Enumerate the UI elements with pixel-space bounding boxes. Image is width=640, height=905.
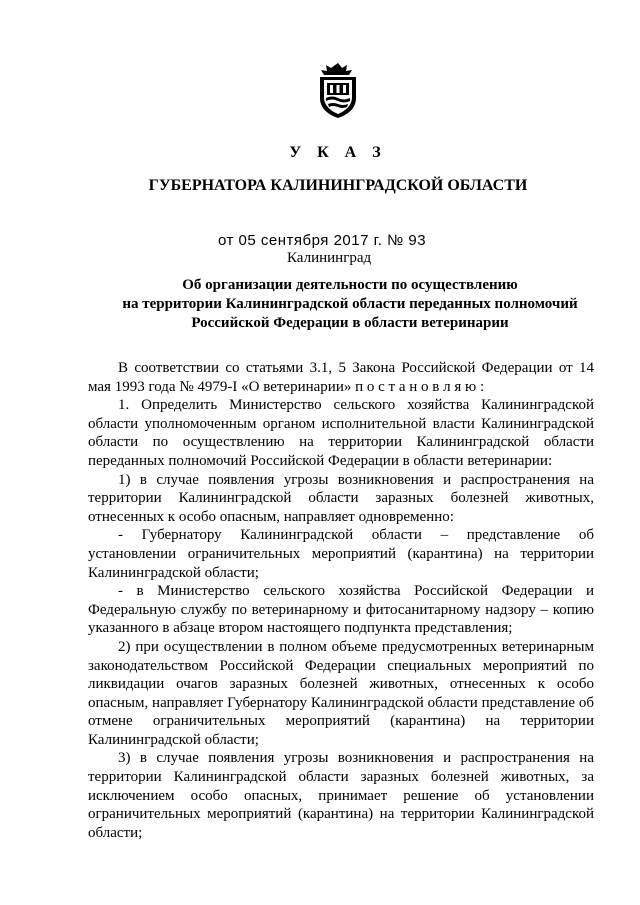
- paragraph: В соответствии со статьями 3.1, 5 Закона Российской Федерации от 14 мая 1993 года № 4979-I «О ветеринарии» п о с т а н о в л я ю :: [88, 360, 594, 395]
- decree-subject: [100, 276, 600, 333]
- issuer-title: ГУБЕРНАТОРА КАЛИНИНГРАДСКОЙ ОБЛАСТИ: [148, 177, 528, 194]
- paragraph: 3) в случае появления угрозы возникновения и распространения на территории Калининградской области заразных болезней животных, за исключением особо опасных, принимает решение об установлении ограничительных мероприятий (карантина) на территории Калининградской области;: [88, 750, 594, 841]
- paragraph: 2) при осуществлении в полном объеме предусмотренных ветеринарным законодательством Российской Федерации специальных мероприятий по ликвидации очагов заразных болезней животных, отнесенных к особо опасным, направляет Губернатору Калининградской области представление об отмене ограничительных мероприятий (карантина) на территории Калининградской области;: [88, 638, 594, 748]
- decree-body: [88, 359, 594, 842]
- coat-of-arms-icon: [316, 62, 360, 120]
- date-and-number: от 05 сентября 2017 г. № 93: [218, 232, 427, 249]
- paragraph: - Губернатору Калининградской области – представление об установлении ограничительных мероприятий (карантина) на территории Калининградской области;: [88, 527, 594, 581]
- subject-line: Российской Федерации в области ветеринарии: [191, 315, 509, 331]
- paragraph: 1. Определить Министерство сельского хозяйства Калининградской области уполномоченным органом исполнительной власти Калининградской области по осуществлению на территории Калининградской области переданных полномочий Российской Федерации в области ветеринарии:: [88, 397, 594, 469]
- subject-line: Об организации деятельности по осуществлению: [182, 277, 518, 293]
- paragraph: - в Министерство сельского хозяйства Российской Федерации и Федеральную службу по ветеринарному и фитосанитарному надзору – копию указанного в абзаце втором настоящего подпункта представления;: [88, 583, 594, 637]
- city: Калининград: [287, 250, 372, 266]
- document-heading: У К А З: [289, 144, 387, 161]
- subject-line: на территории Калининградской области переданных полномочий: [122, 296, 578, 312]
- paragraph: 1) в случае появления угрозы возникновения и распространения на территории Калининградской области заразных болезней животных, отнесенных к особо опасным, направляет одновременно:: [88, 471, 594, 525]
